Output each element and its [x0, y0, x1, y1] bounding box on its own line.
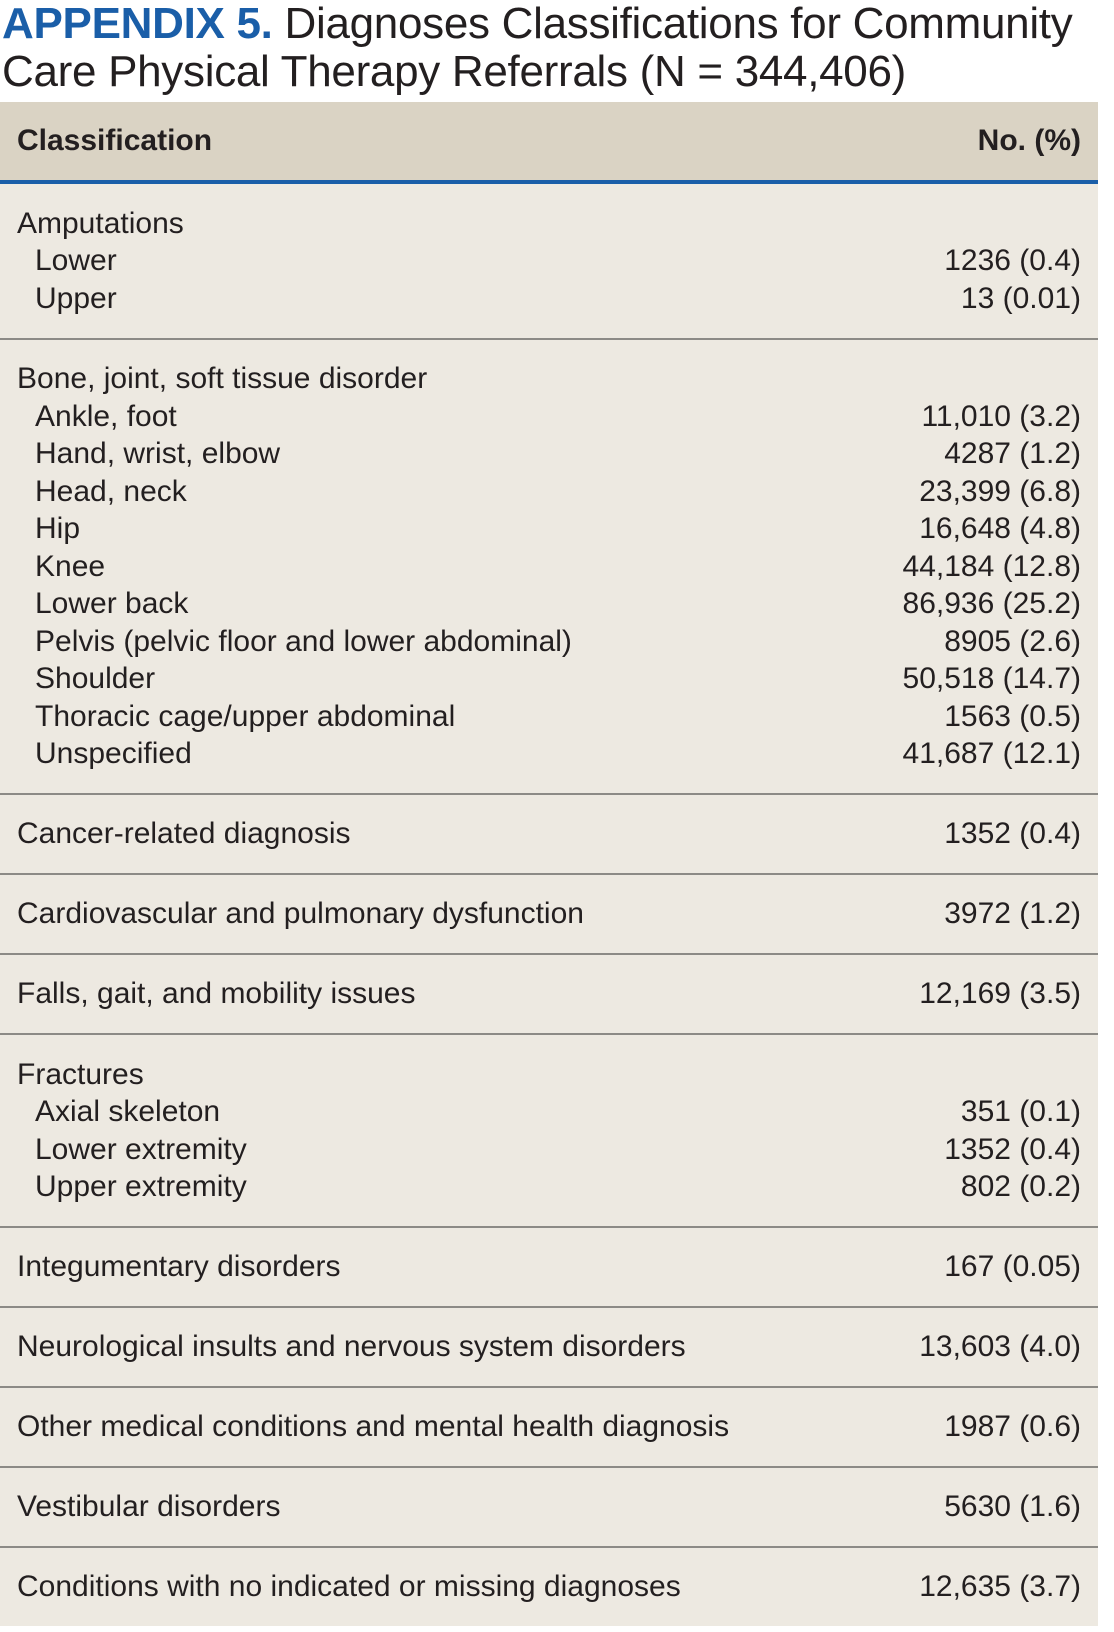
row-label: Upper	[35, 281, 117, 315]
row-value: 12,635 (3.7)	[919, 1570, 1081, 1603]
row-label: Integumentary disorders	[17, 1250, 341, 1283]
row-label: Thoracic cage/upper abdominal	[35, 699, 456, 733]
row-label: Vestibular disorders	[17, 1490, 281, 1523]
row-value: 12,169 (3.5)	[919, 977, 1081, 1010]
table-row	[0, 1228, 1098, 1308]
header-count: No. (%)	[977, 124, 1081, 157]
table-row	[0, 875, 1098, 955]
table-row	[0, 1308, 1098, 1388]
row-label: Hand, wrist, elbow	[35, 437, 281, 471]
table-row	[0, 1388, 1098, 1468]
row-value: 8905 (2.6)	[944, 624, 1081, 658]
row-label: Knee	[35, 549, 106, 583]
table-row	[17, 548, 1081, 586]
row-value: 802 (0.2)	[960, 1170, 1081, 1204]
table-row	[17, 243, 1081, 281]
row-value: 1563 (0.5)	[944, 699, 1081, 733]
table-row	[17, 1169, 1081, 1207]
row-label: Cancer-related diagnosis	[17, 817, 351, 850]
table-row	[17, 586, 1081, 624]
group-amputations	[0, 184, 1098, 340]
row-label: Neurological insults and nervous system disorders	[17, 1330, 686, 1363]
row-value: 44,184 (12.8)	[902, 549, 1081, 583]
group-heading-row	[17, 361, 1081, 399]
row-value: 1236 (0.4)	[944, 244, 1081, 278]
diagnoses-table	[0, 102, 1098, 1626]
row-value: 11,010 (3.2)	[921, 399, 1081, 433]
table-row	[17, 698, 1081, 736]
table-row	[0, 955, 1098, 1035]
group-heading-row	[17, 205, 1081, 243]
row-label: Ankle, foot	[35, 399, 177, 433]
row-label: Head, neck	[35, 474, 187, 508]
row-label: Lower	[35, 244, 117, 278]
row-value: 1987 (0.6)	[944, 1410, 1081, 1443]
row-label: Unspecified	[35, 737, 192, 771]
row-value: 13,603 (4.0)	[919, 1330, 1081, 1363]
row-value: 50,518 (14.7)	[902, 662, 1081, 696]
row-label: Lower extremity	[35, 1132, 247, 1166]
row-value: 16,648 (4.8)	[919, 512, 1081, 546]
title-text: Diagnoses Classifications for Community Care Physical Therapy Referrals (N = 344,406)	[2, 0, 1073, 96]
group-heading: Fractures	[17, 1057, 144, 1091]
table-row	[17, 1131, 1081, 1169]
row-label: Upper extremity	[35, 1170, 247, 1204]
table-row	[0, 795, 1098, 875]
group-bone-joint	[0, 340, 1098, 796]
group-heading-row	[17, 1056, 1081, 1094]
table-row	[17, 661, 1081, 699]
row-value: 41,687 (12.1)	[902, 737, 1081, 771]
table-row	[17, 623, 1081, 661]
table-row	[17, 398, 1081, 436]
row-value: 1352 (0.4)	[944, 1132, 1081, 1166]
group-fractures	[0, 1035, 1098, 1228]
row-label: Lower back	[35, 587, 189, 621]
row-label: Other medical conditions and mental health diagnosis	[17, 1410, 730, 1443]
row-label: Hip	[35, 512, 81, 546]
group-heading: Amputations	[17, 206, 184, 240]
table-row	[0, 1548, 1098, 1626]
row-value: 4287 (1.2)	[944, 437, 1081, 471]
header-classification: Classification	[17, 124, 213, 157]
table-row	[0, 1468, 1098, 1548]
row-value: 1352 (0.4)	[944, 817, 1081, 850]
row-value: 3972 (1.2)	[944, 897, 1081, 930]
row-label: Axial skeleton	[35, 1095, 221, 1129]
row-label: Falls, gait, and mobility issues	[17, 977, 416, 1010]
page-title	[0, 0, 1114, 96]
row-label: Shoulder	[35, 662, 156, 696]
row-value: 5630 (1.6)	[944, 1490, 1081, 1523]
table-row	[17, 280, 1081, 318]
table-row	[17, 436, 1081, 474]
row-value: 167 (0.05)	[944, 1250, 1081, 1283]
row-label: Cardiovascular and pulmonary dysfunction	[17, 897, 584, 930]
table-row	[17, 736, 1081, 774]
table-header	[0, 102, 1098, 184]
table-row	[17, 473, 1081, 511]
table-row	[17, 1094, 1081, 1132]
appendix-label: APPENDIX 5.	[2, 0, 273, 48]
row-label: Pelvis (pelvic floor and lower abdominal)	[35, 624, 572, 658]
row-value: 351 (0.1)	[960, 1095, 1081, 1129]
row-value: 23,399 (6.8)	[919, 474, 1081, 508]
row-label: Conditions with no indicated or missing diagnoses	[17, 1570, 681, 1603]
row-value: 86,936 (25.2)	[902, 587, 1081, 621]
row-value: 13 (0.01)	[960, 281, 1081, 315]
group-heading: Bone, joint, soft tissue disorder	[17, 362, 428, 396]
table-row	[17, 511, 1081, 549]
